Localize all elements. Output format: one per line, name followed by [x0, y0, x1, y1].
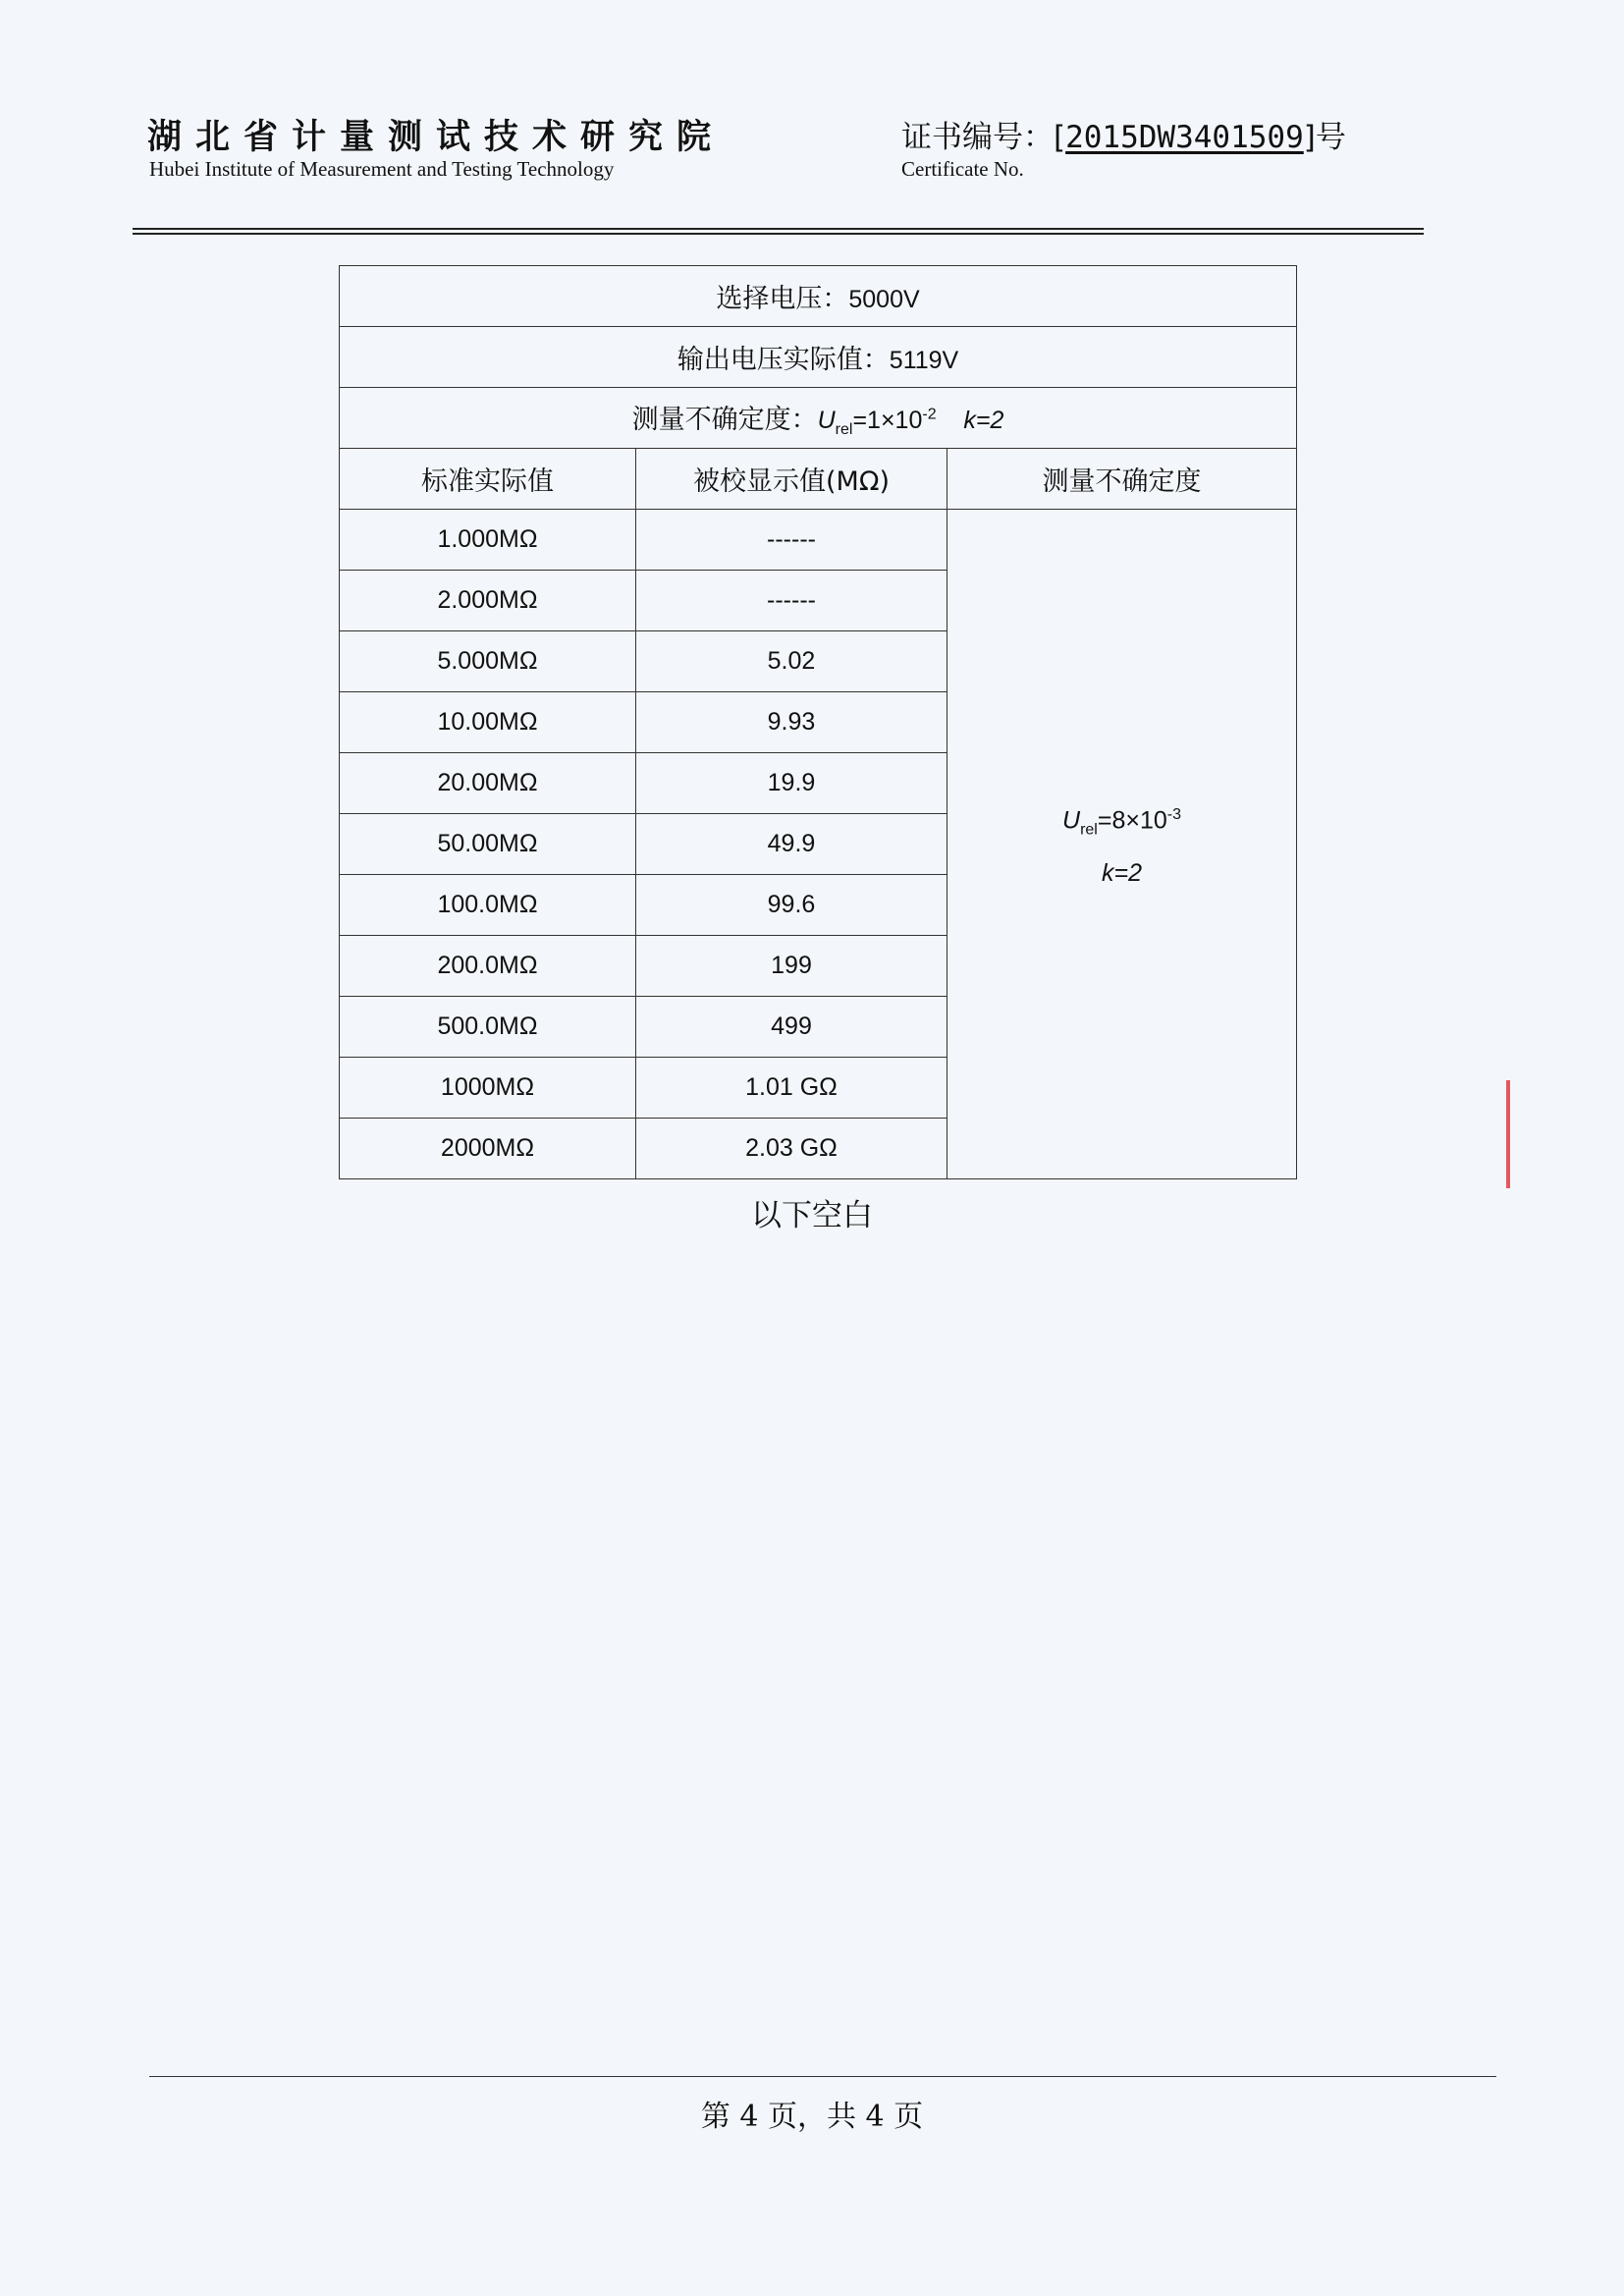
- std-value: 200.0MΩ: [340, 936, 636, 997]
- voltage-cell: [340, 266, 1297, 327]
- footer-rule: [149, 2076, 1496, 2077]
- row-uncertainty-sub: rel: [1080, 821, 1098, 839]
- output-voltage-row: [340, 327, 1297, 388]
- certificate-bracket-open: [: [1054, 120, 1066, 155]
- display-value: 2.03 GΩ: [636, 1119, 947, 1179]
- display-value: 49.9: [636, 814, 947, 875]
- uncertainty-row: [340, 388, 1297, 449]
- row-uncertainty-k: k=2: [1102, 859, 1143, 888]
- page-number: 第 4 页，共 4 页: [700, 2100, 924, 2134]
- uncertainty-sub: rel: [835, 420, 853, 438]
- blank-below-note: 以下空白: [751, 1198, 873, 1233]
- institute-name-en: Hubei Institute of Measurement and Testing Technology: [149, 157, 615, 181]
- row-uncertainty-exp: -3: [1166, 805, 1182, 823]
- display-value: 5.02: [636, 631, 947, 692]
- display-value: 499: [636, 997, 947, 1058]
- display-value: ------: [636, 571, 947, 631]
- uncertainty-label: 测量不确定度：: [631, 404, 818, 435]
- column-header-row: [340, 449, 1297, 510]
- row-uncertainty-line2: [947, 851, 1296, 895]
- std-value: 10.00MΩ: [340, 692, 636, 753]
- edge-mark: [1506, 1080, 1510, 1188]
- std-value: 5.000MΩ: [340, 631, 636, 692]
- display-value: 199: [636, 936, 947, 997]
- voltage-value: 5000V: [848, 286, 920, 313]
- voltage-label: 选择电压：: [716, 284, 849, 314]
- certificate-bracket-close: ]号: [1303, 120, 1346, 155]
- display-value: 9.93: [636, 692, 947, 753]
- institute-name-cn: 湖北省计量测试技术研究院: [147, 118, 726, 157]
- output-voltage-label: 输出电压实际值：: [677, 345, 890, 375]
- certificate-number-row: [901, 112, 1346, 156]
- table-row: [340, 510, 1297, 571]
- uncertainty-eq: =1×10: [852, 406, 923, 434]
- voltage-row: [340, 266, 1297, 327]
- display-value: ------: [636, 510, 947, 571]
- row-uncertainty-symbol: U: [1062, 806, 1081, 835]
- std-value: 50.00MΩ: [340, 814, 636, 875]
- output-voltage-value: 5119V: [889, 347, 959, 374]
- uncertainty-symbol: U: [817, 406, 836, 434]
- calibration-table: [339, 265, 1297, 1179]
- display-value: 99.6: [636, 875, 947, 936]
- certificate-label: 证书编号：: [901, 120, 1054, 155]
- row-uncertainty-line1: [947, 793, 1296, 851]
- certificate-number: 2015DW3401509: [1065, 120, 1304, 155]
- std-value: 20.00MΩ: [340, 753, 636, 814]
- std-value: 100.0MΩ: [340, 875, 636, 936]
- certificate-label-en: Certificate No.: [901, 157, 1024, 181]
- display-value: 1.01 GΩ: [636, 1058, 947, 1119]
- display-value: 19.9: [636, 753, 947, 814]
- uncertainty-k: k=2: [963, 406, 1004, 434]
- header-rule-bottom: [133, 233, 1424, 235]
- std-value: 2.000MΩ: [340, 571, 636, 631]
- row-uncertainty-cell: [947, 510, 1297, 1179]
- std-value: 1000MΩ: [340, 1058, 636, 1119]
- uncertainty-cell: [340, 388, 1297, 449]
- std-value: 2000MΩ: [340, 1119, 636, 1179]
- output-voltage-cell: [340, 327, 1297, 388]
- row-uncertainty-eq: =8×10: [1097, 806, 1167, 835]
- col-header-display: 被校显示值(MΩ): [636, 449, 947, 510]
- std-value: 1.000MΩ: [340, 510, 636, 571]
- uncertainty-exp: -2: [922, 406, 937, 423]
- col-header-standard: 标准实际值: [340, 449, 636, 510]
- std-value: 500.0MΩ: [340, 997, 636, 1058]
- col-header-uncertainty: 测量不确定度: [947, 449, 1297, 510]
- header-rule-top: [133, 228, 1424, 230]
